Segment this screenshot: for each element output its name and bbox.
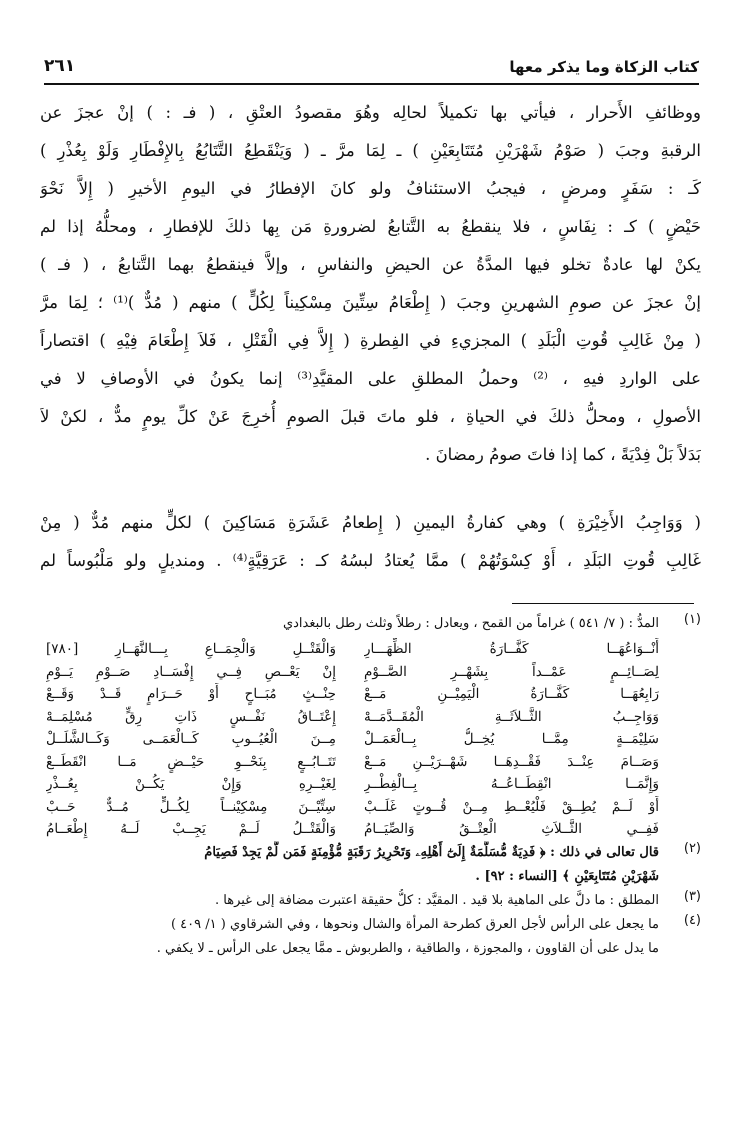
hemistich-first: أَوْ لَــمْ يُطِــقْ فَلْيُعْــطِ مِــنْ قُــوتٍ غَلَــبْ [364,798,659,815]
poem-verse [40,661,659,684]
paragraph-gap [40,474,701,504]
poem-verse [40,638,659,661]
hemistich-first: وَإِنَّمَــا انْقِطَــاعُــهُ بِــالْفِطْــرِ [364,776,659,792]
footnote-separator [512,603,694,604]
header-rule [44,83,699,85]
page-number: ٢٦١ [44,56,76,76]
hemistich-second: إِنْ يَعْــصِ فِــي إِفْسَــادِ صَــوْمِ يَــوْمِ [46,663,336,680]
footnote-4 [40,913,701,961]
footnote-number: (١) [683,612,701,627]
running-header [44,58,699,82]
text-line: كَـ : سَفَرٍ ومرضٍ ، فيجبُ الاستئنافُ ولو كانَ الإفطارُ في اليومِ الأخيرِ ( إِلاَّ نَحْوَ [40,179,701,198]
poem-verse [40,751,659,774]
footnote-3 [40,889,701,913]
footnote-2 [40,841,701,889]
hemistich-first: سَلِيْمَــةٍ مِمَّــا يُخِــلُّ بِــالْعَمَــلْ [364,731,659,747]
poem-verse [40,818,659,841]
text-line: حَيْضٍ ) كـ : نِفَاسٍ ، فلا ينقطعُ به التَّتابعُ لضرورةِ مَن بِها ذلكَ للإفطارِ ، ومحلُّهُ إذا لم [40,217,701,236]
hemistich-second: لِغَيْــرِهِ وَإِنْ يَكُــنْ بِعُــذْرِ [46,776,336,792]
text-line: ووظائفِ الأَحرار ، فيأتي بها تكميلاً لحالِه وهُوَ مقصودُ العتْقِ ، ( فـ : ) إنْ عجزَ عن [40,103,701,122]
footnote-text: قال تعالى في ذلك : ﴿ فَدِيَةٌ مُّسَلَّمَةٌ إِلَىٰٓ أَهْلِهِۦ وَتَحْرِيرُ رَقَبَةٍ مُّؤْمِنَةٍ فَمَن لَّمْ يَجِدْ فَصِيَامُ [204,844,659,860]
main-text [40,94,701,580]
text-line: على الواردِ فيهِ ، ⁽²⁾ وحملُ المطلقِ على المقيَّدِ⁽³⁾ إنما يكونُ في الأوصافِ لا في [40,369,701,388]
text-line: الرقبةِ وجبَ ( صَوْمُ شَهْرَيْنِ مُتَتَابِعَيْنِ ) ـ لِمَا مرَّ ـ ( وَيَنْقَطِعُ التَّتَابُعُ بِالإِفْطَارِ وَلَوْ بِعُذْرِ ) [40,141,701,160]
footnote-1 [40,612,701,841]
hemistich-first: لِصَــائِــمٍ عَمْــداً بِشَهْــرِ الصَّــوْمِ [364,663,659,680]
text-line: بَدَلاً بَلْ فِدْيَةً ، كما إذا فاتَ صومُ رمضانَ . [425,445,701,464]
hemistich-first: رَابِعُهَــا كَفَّــارَةُ الْيَمِيْــنِ مَــعْ [364,686,659,702]
footnote-text: ما يجعل على الرأس لأجل العرق كطرحة المرأة والشال ونحوها ، وفي الشرقاوي ( ١/ ٤٠٩ ) [170,916,659,932]
poem-verse [40,728,659,751]
footnote-number: (٤) [683,912,701,928]
text-line: ( مِنْ غَالِبِ قُوتِ الْبَلَدِ ) المجزيءِ في الفِطرةِ ( إِلاَّ فِي الْقَتْلِ ، فَلاَ إِطْعَامَ فِيْهِ ) اقتصاراً [40,331,701,350]
footnote-text: شَهْرَيْنِ مُتَتَابِعَيْنِ ﴾ [النساء : ٩٢] . [475,868,659,884]
footnotes [40,612,701,961]
footnote-text: المطلق : ما دلَّ على الماهية بلا قيد . المقيَّد : كلُّ حقيقة اعتبرت مضافة إلى غيرها . [214,892,659,908]
hemistich-first: أَنْــوَاعُهَــا كَفَّــارَةُ الظِّهَـــارِ [364,641,659,657]
hemistich-second: وَالْقَتْــلُ لَــمْ يَجِــبْ لَــهُ إِطْعَــامُ [46,821,336,837]
poem-verse [40,796,659,819]
poem-verse [40,683,659,706]
text-line: غَالِبِ قُوتِ البَلَدِ ، أَوْ كِسْوَتُهُمْ ) ممَّا يُعتادُ لبسُهُ كـ : عَرَقِيَّةٍ⁽⁴⁾ . ومنديلٍ ولو مَلْبُوساً لم [40,551,701,570]
text-line: الأصولِ ، ومحلُّ ذلكَ في الحياةِ ، فلو ماتَ قبلَ الصومِ أُخرِجَ عَنْ كلِّ يومٍ مدٌّ ، لكنْ لاَ [40,407,701,426]
hemistich-second: مِــنَ الْعُيُــوبِ كَــالْعَمَــى وَكَــالشَّلَــلْ [46,731,336,747]
footnote-text: المدُّ : ( ٧/ ٥٤١ ) غراماً من القمح ، ويعادل : رطلاً وثلث رطل بالبغدادي [282,616,659,631]
text-line: يكنْ لها عادةٌ تخلو فيها المدَّةُ عن الحيضِ والنفاسِ ، وإلاَّ فينقطعُ بهما التَّتابعُ ، ( فـ ) [40,255,701,274]
footnote-number: (٢) [683,840,701,856]
hemistich-second: سِتِّيْــنَ مِسْكِيْنــاً لِكُــلٍّ مُــدٌّ حَــبْ [46,798,336,815]
footnote-text: ما يدل على أن القاوون ، والمجوزة ، والطاقية ، والطربوش ـ ممَّا يجعل على الرأس ـ لا يكفي . [156,940,659,956]
hemistich-second: حِنْــثٍ مُبَــاحٍ أَوْ حَــرَامٍ قَــدْ وَقَــعْ [46,686,336,702]
hemistich-second: وَالْقَتْــلِ وَالْجِمَــاعِ بِـــالنَّهَــارِ [٧٨٠] [46,641,336,657]
poem [40,638,659,841]
hemistich-first: وَوَاجِــبُ الثَّــلاَثَــةِ الْمُقَــدَّمَــهْ [364,708,659,725]
hemistich-second: تَتَــابُــعٍ بِنَحْــوِ حَيْــضٍ مَــا انْقَطَــعْ [46,753,336,770]
text-line: إنْ عجزَ عن صومِ الشهرينِ وجبَ ( إِطْعَامُ سِتِّينَ مِسْكِيناً لِكُلٍّ ) منهم ( مُدٌّ )⁽¹⁾ ؛ لِمَا مرَّ [40,293,701,312]
chapter-title: كتاب الزكاة وما يذكر معها [509,58,699,76]
text-line: ( وَوَاجِبُ الأَخِيْرَةِ ) وهي كفارةُ اليمينِ ( إِطعامُ عَشَرَةِ مَسَاكِينَ ) لكلٍّ منهم مُدٌّ ( مِنْ [40,513,701,532]
hemistich-second: إِعْتَــاقُ نَفْــسٍ ذَاتِ رِقٍّ مُسْلِمَــهْ [46,708,336,725]
hemistich-first: فَفِــي الثَّــلاَثِ الْعِتْــقُ وَالصِّيَــامُ [364,821,659,837]
hemistich-first: وَصَــامَ عِنْــدَ فَقْــدِهَــا شَهْــرَيْــنِ مَــعْ [364,753,659,770]
poem-verse [40,706,659,729]
footnote-number: (٣) [683,888,701,904]
poem-verse [40,773,659,796]
